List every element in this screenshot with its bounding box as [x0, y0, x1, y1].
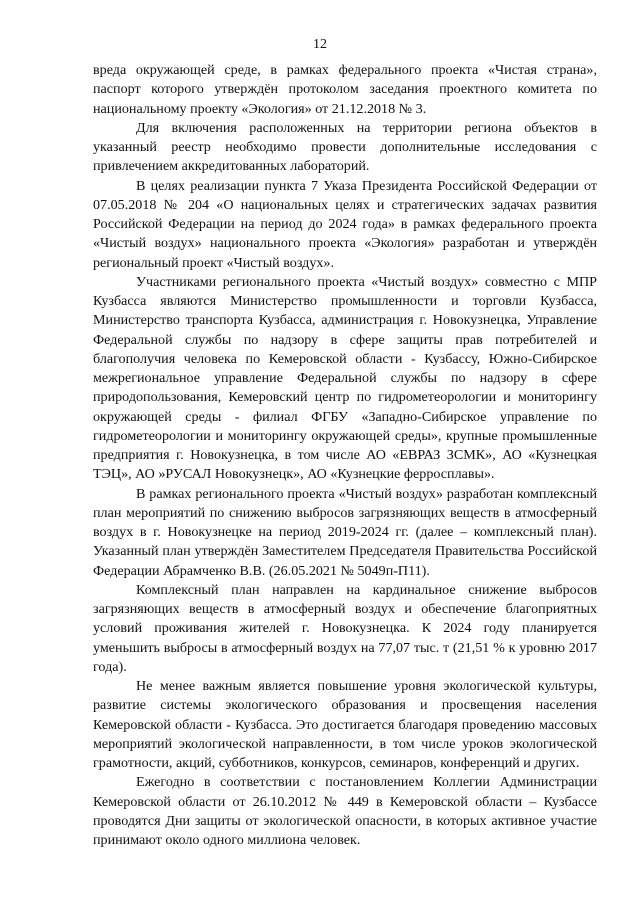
paragraph-plan-goals: Комплексный план направлен на кардинальное снижение выбросов загрязняющих веществ в атмосферный воздух и обеспечение благоприятных условий проживания жителей г. Новокузнецка. К 2024 году планируется уменьшить выбросы в атмосферный воздух на 77,07 тыс. т (21,51 % к уровню 2017 года).: [93, 581, 597, 675]
page-number: 12: [313, 37, 327, 52]
paragraph-continuation: вреда окружающей среде, в рамках федерального проекта «Чистая страна», паспорт которого утверждён протоколом заседания проектного комитета по национальному проекту «Экология» от 21.12.2018 № 3.: [93, 62, 597, 117]
document-body: [93, 61, 597, 850]
paragraph-protection-days: Ежегодно в соответствии с постановлением Коллегии Администрации Кемеровской области от 26.10.2012 № 449 в Кемеровской области – Кузбассе проводятся Дни защиты от экологической опасности, в которых активное участие принимают около одного миллиона человек.: [93, 774, 597, 848]
paragraph-decree-implementation: В целях реализации пункта 7 Указа Президента Российской Федерации от 07.05.2018 № 204 «О национальных целях и стратегических задачах развития Российской Федерации на период до 2024 года» в рамках федерального проекта «Чистый воздух» национального проекта «Экология» разработан и утверждён региональный проект «Чистый воздух».: [93, 177, 597, 271]
paragraph-registry-inclusion: Для включения расположенных на территории региона объектов в указанный реестр необходимо провести дополнительные исследования с привлечением аккредитованных лабораторий.: [93, 119, 597, 175]
paragraph-project-participants: Участниками регионального проекта «Чистый воздух» совместно с МПР Кузбасса являются Министерство промышленности и торговли Кузбасса, Министерство транспорта Кузбасса, администрация г. Новокузнецка, Управление Федеральной службы по надзору в сфере защиты прав потребителей и благополучия человека по Кемеровской области - Кузбассу, Южно-Сибирское межрегиональное управление Федеральной службы по надзору в сфере природопользования, Кемеровский центр по гидрометеорологии и мониторингу окружающей среды - филиал ФГБУ «Западно-Сибирское управление по гидрометеорологии и мониторингу окружающей среды», крупные промышленные предприятия г. Новокузнецка, в том числе АО «ЕВРАЗ ЗСМК», АО «Кузнецкая ТЭЦ», АО »РУСАЛ Новокузнецк», АО «Кузнецкие ферросплавы».: [93, 273, 597, 483]
paragraph-comprehensive-plan: В рамках регионального проекта «Чистый воздух» разработан комплексный план мероприятий по снижению выбросов загрязняющих веществ в атмосферный воздух в г. Новокузнецке на период 2019-2024 гг. (далее – комплексный план). Указанный план утверждён Заместителем Председателя Правительства Российской Федерации Абрамченко В.В. (26.05.2021 № 5049п-П11).: [93, 485, 597, 579]
paragraph-ecological-culture: Не менее важным является повышение уровня экологической культуры, развитие системы экологического образования и просвещения населения Кемеровской области - Кузбасса. Это достигается благодаря проведению массовых мероприятий экологической направленности, в том числе уроков экологической грамотности, акций, субботников, конкурсов, семинаров, конференций и других.: [93, 678, 597, 771]
